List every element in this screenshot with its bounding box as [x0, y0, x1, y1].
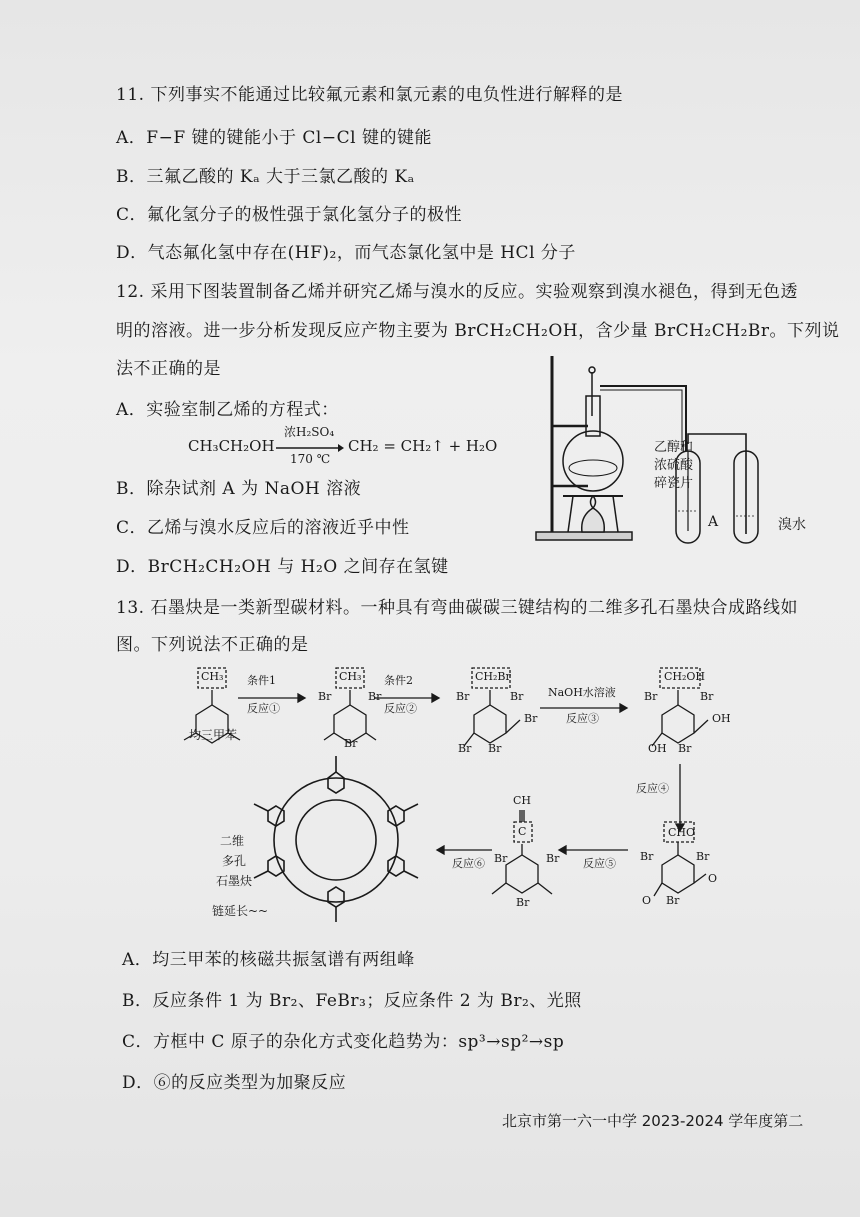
- q12-stem-1: 12. 采用下图装置制备乙烯并研究乙烯与溴水的反应。实验观察到溴水褪色，得到无色透: [116, 282, 798, 302]
- q13-option-d: D．⑥的反应类型为加聚反应: [122, 1073, 347, 1093]
- eq-condition-bottom: 170 ℃: [290, 452, 331, 466]
- eq-reactant: CH₃CH₂OH: [188, 437, 275, 455]
- q12-option-a: A．实验室制乙烯的方程式：: [116, 400, 339, 420]
- scheme-top-ch: CH: [513, 794, 532, 807]
- scheme-product-1: 二维: [220, 834, 245, 848]
- apparatus-label-a: A: [708, 514, 719, 530]
- scheme-product-3: 石墨炔: [216, 874, 253, 888]
- scheme-arrow4: 反应④: [636, 782, 669, 795]
- scheme-box-1: CH₃: [201, 670, 224, 683]
- scheme-br-2: Br: [368, 690, 382, 703]
- q11-option-d: D．气态氟化氢中存在(HF)₂，而气态氯化氢中是 HCl 分子: [116, 243, 576, 263]
- q11-stem: 11. 下列事实不能通过比较氟元素和氯元素的电负性进行解释的是: [116, 85, 623, 105]
- page-footer: 北京市第一六一中学 2023-2024 学年度第二: [502, 1112, 804, 1130]
- scheme-box-3: CH₂Br: [475, 670, 511, 683]
- scheme-br-5: Br: [510, 690, 524, 703]
- scheme-br-15: Br: [494, 852, 508, 865]
- scheme-br-14: Br: [666, 894, 680, 907]
- scheme-oh-2: OH: [648, 742, 667, 755]
- scheme-br-12: Br: [640, 850, 654, 863]
- q12-option-c: C．乙烯与溴水反应后的溶液近乎中性: [116, 518, 410, 538]
- scheme-arrow1-bottom: 反应①: [247, 702, 280, 715]
- apparatus-label-1: 乙醇和: [654, 440, 694, 455]
- apparatus-label-3: 碎瓷片: [654, 476, 694, 491]
- scheme-arrow2-top: 条件2: [384, 674, 413, 687]
- scheme-br-9: Br: [644, 690, 658, 703]
- scheme-box-5: CHO: [668, 826, 696, 839]
- scheme-br-10: Br: [700, 690, 714, 703]
- scheme-br-16: Br: [546, 852, 560, 865]
- q11-option-c: C．氟化氢分子的极性强于氯化氢分子的极性: [116, 205, 463, 225]
- scheme-br-13: Br: [696, 850, 710, 863]
- scheme-arrow2-bottom: 反应②: [384, 702, 417, 715]
- scheme-br-6: Br: [524, 712, 538, 725]
- q12-stem-2: 明的溶液。进一步分析发现反应产物主要为 BrCH₂CH₂OH，含少量 BrCH₂CH₂Br。下列说: [116, 321, 840, 341]
- scheme-br-17: Br: [516, 896, 530, 909]
- scheme-arrow3-top: NaOH水溶液: [548, 686, 616, 699]
- q13-option-b: B．反应条件 1 为 Br₂、FeBr₃；反应条件 2 为 Br₂、光照: [122, 991, 582, 1011]
- q13-option-c: C．方框中 C 原子的杂化方式变化趋势为：sp³→sp²→sp: [122, 1032, 565, 1052]
- scheme-arrow6: 反应⑥: [452, 857, 485, 870]
- q12-option-b: B．除杂试剂 A 为 NaOH 溶液: [116, 479, 362, 499]
- eq-arrow: [276, 444, 344, 452]
- q13-stem-1: 13. 石墨炔是一类新型碳材料。一种具有弯曲碳碳三键结构的二维多孔石墨炔合成路线如: [116, 598, 798, 618]
- scheme-arrow5: 反应⑤: [583, 857, 616, 870]
- scheme-start-name: 均三甲苯: [189, 728, 238, 742]
- q11-option-a: A．F−F 键的键能小于 Cl−Cl 键的键能: [116, 128, 432, 148]
- q13-stem-2: 图。下列说法不正确的是: [116, 635, 309, 655]
- scheme-box-4: CH₂OH: [664, 670, 706, 683]
- scheme-arrow1-top: 条件1: [247, 674, 276, 687]
- q11-option-b: B．三氟乙酸的 Kₐ 大于三氯乙酸的 Kₐ: [116, 167, 415, 187]
- scheme-product-2: 多孔: [222, 854, 247, 868]
- eq-condition-top: 浓H₂SO₄: [284, 425, 335, 439]
- scheme-br-1: Br: [318, 690, 332, 703]
- scheme-br-8: Br: [488, 742, 502, 755]
- scheme-br-11: Br: [678, 742, 692, 755]
- scheme-box-2: CH₃: [339, 670, 362, 683]
- apparatus-label-bromine-water: 溴水: [778, 517, 806, 533]
- scheme-oh-1: OH: [712, 712, 731, 725]
- q12-stem-3: 法不正确的是: [116, 359, 221, 379]
- scheme-o-2: O: [708, 872, 718, 885]
- scheme-br-4: Br: [456, 690, 470, 703]
- scheme-arrow3-bottom: 反应③: [566, 712, 599, 725]
- scheme-o-1: O: [642, 894, 652, 907]
- scheme-br-3: Br: [344, 737, 358, 750]
- scheme-box-6: C: [518, 825, 527, 838]
- eq-product: CH₂ = CH₂↑ + H₂O: [348, 437, 498, 455]
- apparatus-label-2: 浓硫酸: [654, 458, 694, 473]
- q13-option-a: A．均三甲苯的核磁共振氢谱有两组峰: [122, 950, 415, 970]
- scheme-br-7: Br: [458, 742, 472, 755]
- q12-option-d: D．BrCH₂CH₂OH 与 H₂O 之间存在氢键: [116, 557, 449, 577]
- scheme-chain: 链延长~~: [212, 904, 269, 918]
